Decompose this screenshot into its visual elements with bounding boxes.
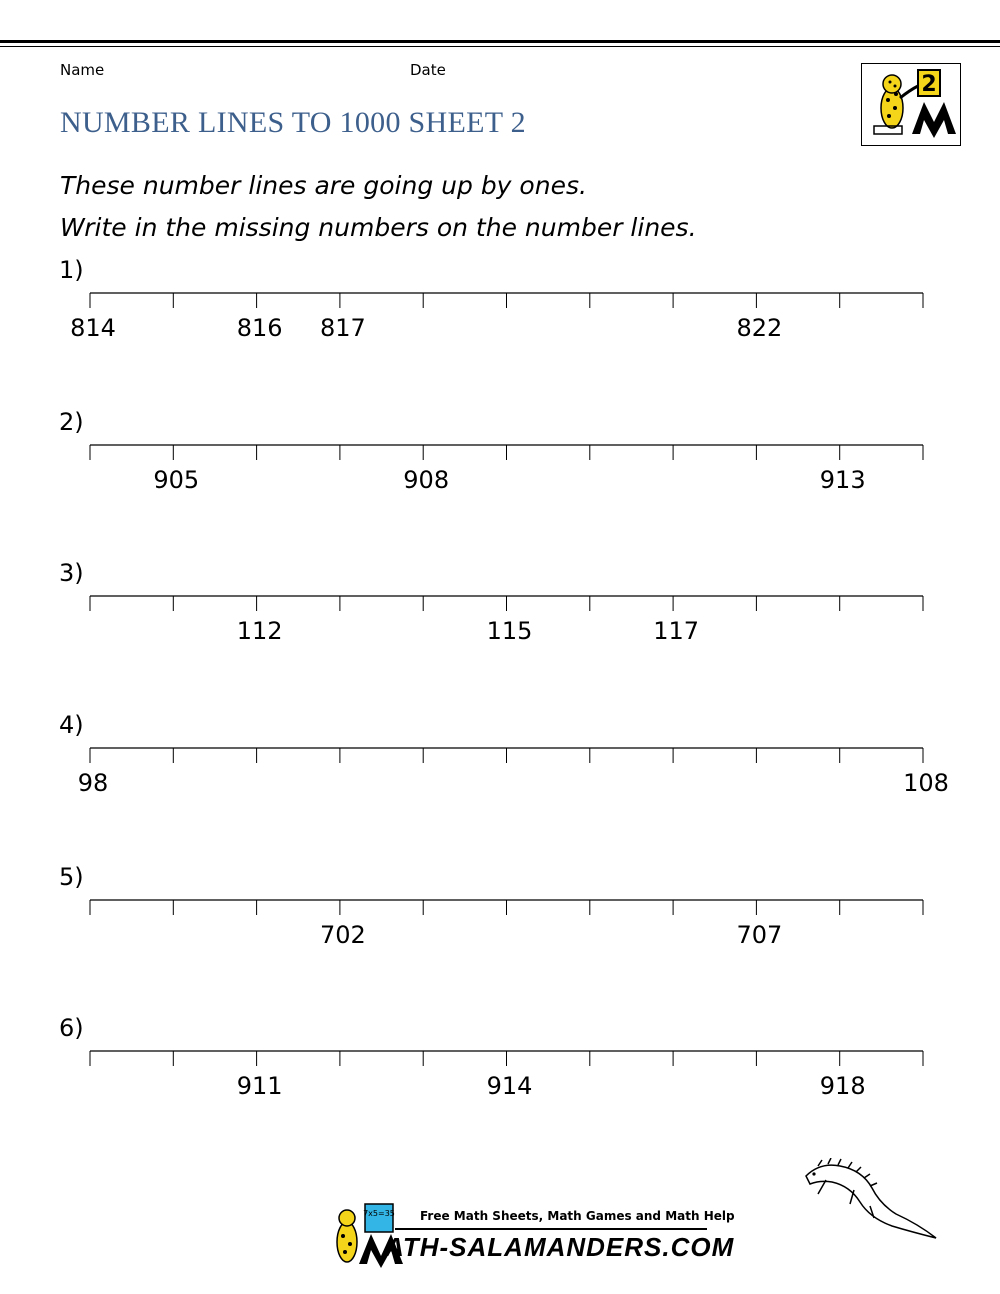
tick-value-label: 816 xyxy=(236,314,283,342)
tick-value-label: 108 xyxy=(903,769,949,797)
question-6 xyxy=(0,1014,1000,1140)
salamander-drawing-icon xyxy=(800,1158,940,1244)
tick-value-label: 911 xyxy=(236,1072,283,1100)
tick-value-label: 98 xyxy=(77,769,109,797)
number-line xyxy=(0,727,1000,837)
number-line xyxy=(0,424,1000,534)
footer-brand: ATH-SALAMANDERS.COM xyxy=(385,1232,735,1262)
question-number: 5) xyxy=(59,863,84,891)
grade-logo xyxy=(861,63,961,146)
tick-value-label: 112 xyxy=(236,617,283,645)
tick-value-label: 908 xyxy=(403,466,450,494)
footer-logo-sum: 7x5=35 xyxy=(363,1209,395,1218)
top-rule xyxy=(0,40,1000,43)
number-line xyxy=(0,575,1000,685)
instruction-line-1: These number lines are going up by ones. xyxy=(60,171,587,200)
question-2 xyxy=(0,408,1000,534)
number-line xyxy=(0,1030,1000,1140)
tick-value-label: 702 xyxy=(319,921,366,949)
tick-value-label: 822 xyxy=(736,314,783,342)
tick-value-label: 905 xyxy=(153,466,200,494)
date-label: Date xyxy=(410,61,446,79)
question-number: 3) xyxy=(59,559,84,587)
tick-value-label: 914 xyxy=(486,1072,533,1100)
question-3 xyxy=(0,559,1000,685)
tick-value-label: 814 xyxy=(70,314,116,342)
tick-value-label: 817 xyxy=(319,314,366,342)
instruction-line-2: Write in the missing numbers on the number lines. xyxy=(60,213,697,242)
sheet-title: NUMBER LINES TO 1000 SHEET 2 xyxy=(60,106,526,139)
tick-value-label: 913 xyxy=(819,466,866,494)
tick-value-label: 707 xyxy=(736,921,783,949)
salamander-logo-icon xyxy=(862,64,960,145)
question-1 xyxy=(0,256,1000,382)
question-5 xyxy=(0,863,1000,989)
question-number: 6) xyxy=(59,1014,84,1042)
footer-divider xyxy=(395,1228,707,1230)
name-label: Name xyxy=(60,61,105,79)
number-line xyxy=(0,879,1000,989)
tick-value-label: 115 xyxy=(486,617,533,645)
number-line xyxy=(0,272,1000,382)
question-4 xyxy=(0,711,1000,837)
footer-tagline: Free Math Sheets, Math Games and Math Help xyxy=(420,1209,735,1223)
question-number: 4) xyxy=(59,711,84,739)
top-rule-thin xyxy=(0,46,1000,47)
question-number: 2) xyxy=(59,408,84,436)
logo-grade-number: 2 xyxy=(921,72,937,97)
tick-value-label: 117 xyxy=(653,617,700,645)
question-number: 1) xyxy=(59,256,84,284)
tick-value-label: 918 xyxy=(819,1072,866,1100)
